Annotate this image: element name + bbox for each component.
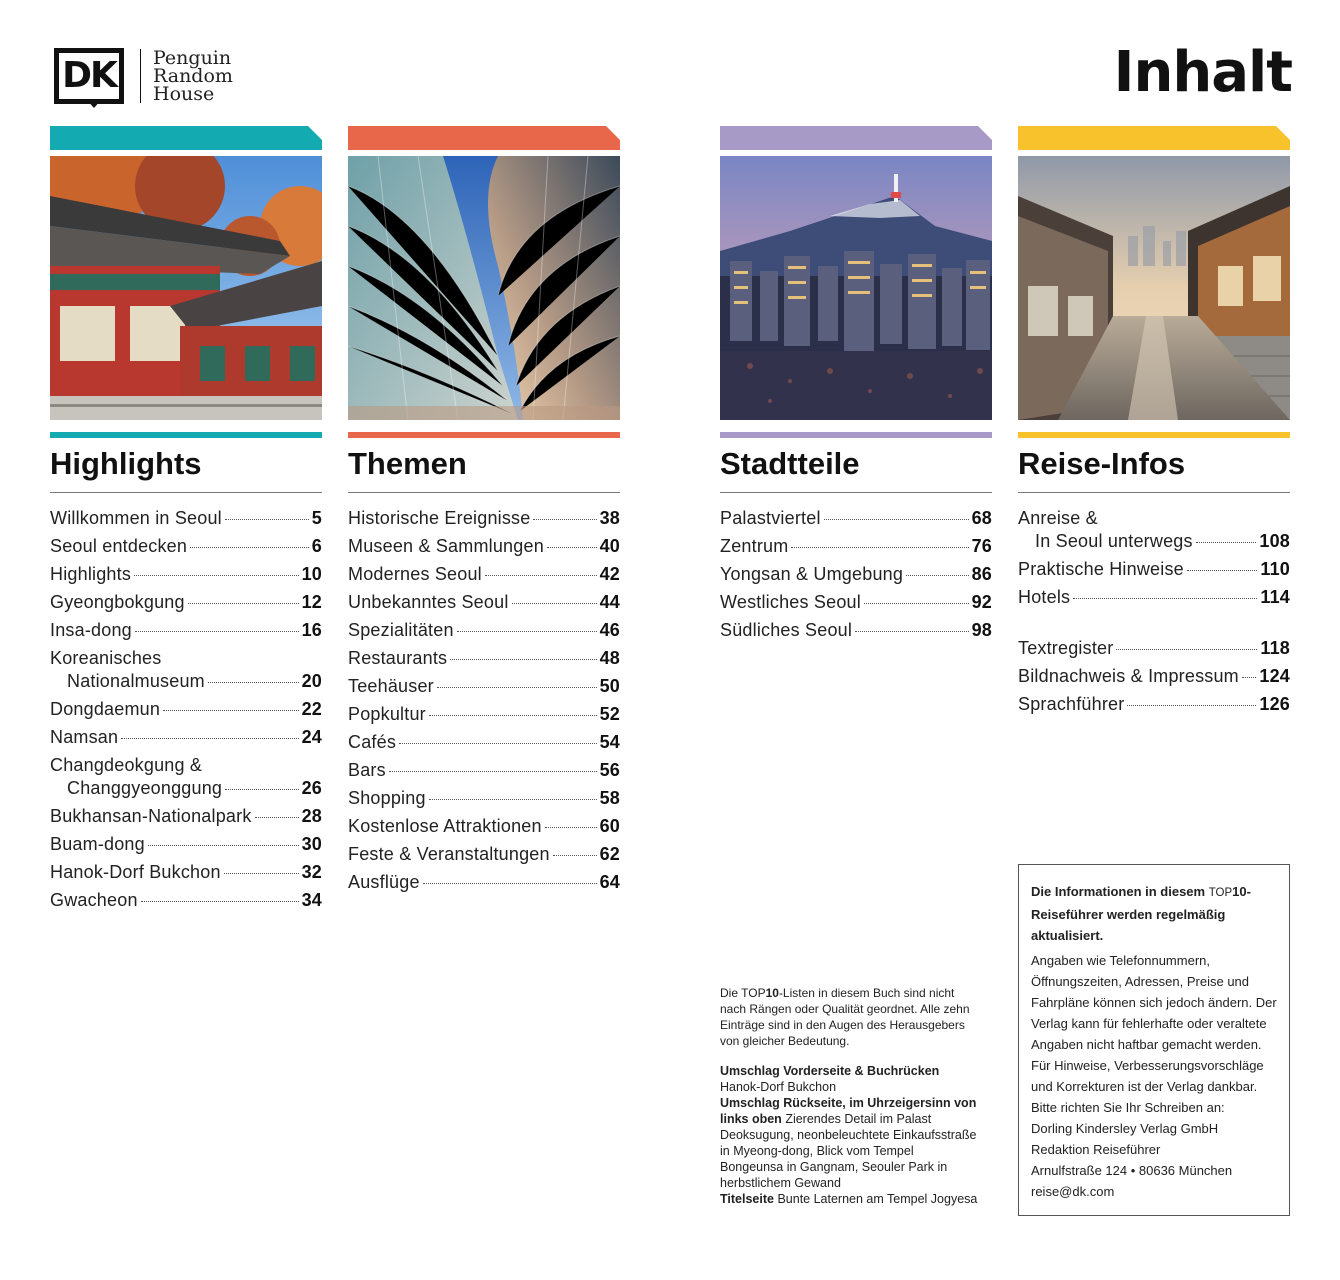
toc-entry-label: Kostenlose Attraktionen <box>348 816 542 836</box>
toc-page-number: 50 <box>599 676 620 696</box>
toc-entry-label: Hanok-Dorf Bukchon <box>50 862 221 882</box>
cover-back-credit <box>720 1095 980 1191</box>
credit-text: Zierendes Detail im Palast Deoksugung, neonbeleuchtete Einkaufsstraße in Myeong-dong, Blick vom Tempel Bongeunsa in Gangnam, Seouler Park in herbstlichem Gewand <box>720 1112 977 1190</box>
toc-entry-label: Hotels <box>1018 587 1071 607</box>
credit-label: Umschlag Rückseite, im Uhrzeigersinn von links oben <box>720 1096 977 1126</box>
toc-entry[interactable] <box>720 563 992 586</box>
section-rule <box>348 492 620 493</box>
section-themen <box>348 126 620 899</box>
toc-entry[interactable] <box>348 759 620 782</box>
toc-list <box>50 507 322 912</box>
photo-hanok <box>1018 156 1290 420</box>
toc-entry-label: Changgyeonggung <box>67 778 223 798</box>
toc-entry-label: Zentrum <box>720 536 789 556</box>
toc-entry-row <box>50 889 322 912</box>
dot-leader <box>824 519 969 520</box>
update-info-box <box>1018 864 1290 1216</box>
toc-page-number: 42 <box>599 564 620 584</box>
toc-entry-row <box>720 535 992 558</box>
toc-page-number: 5 <box>311 508 322 528</box>
toc-entry-row <box>1018 665 1290 688</box>
toc-page-number: 126 <box>1259 694 1290 714</box>
section-bar <box>1018 432 1290 438</box>
logo-divider <box>140 49 141 103</box>
toc-entry[interactable] <box>348 507 620 530</box>
toc-entry-row <box>348 591 620 614</box>
dot-leader <box>429 715 597 716</box>
section-rule <box>50 492 322 493</box>
toc-entry[interactable] <box>50 889 322 912</box>
toc-page-number: 52 <box>599 704 620 724</box>
toc-page-number: 60 <box>599 816 620 836</box>
dot-leader <box>1187 570 1257 571</box>
toc-entry-row <box>348 871 620 894</box>
toc-entry-row <box>348 703 620 726</box>
toc-entry-row <box>50 726 322 749</box>
toc-entry-label: Yongsan & Umgebung <box>720 564 904 584</box>
section-bar <box>720 432 992 438</box>
dot-leader <box>864 603 969 604</box>
section-rule <box>1018 492 1290 493</box>
section-title: Highlights <box>50 446 202 481</box>
toc-entry-row <box>50 861 322 884</box>
toc-page-number: 110 <box>1260 559 1290 579</box>
info-heading-text: Die Informationen in diesem <box>1031 884 1209 899</box>
dot-leader <box>148 845 299 846</box>
toc-entry[interactable] <box>50 805 322 828</box>
section-stadtteile <box>720 126 992 647</box>
toc-entry-label: Bildnachweis & Impressum <box>1018 666 1239 686</box>
section-bar <box>50 432 322 438</box>
dot-leader <box>533 519 596 520</box>
dot-leader <box>389 771 597 772</box>
toc-page-number: 46 <box>599 620 620 640</box>
toc-entry-label: Koreanisches <box>50 648 162 668</box>
toc-page-number: 20 <box>301 671 322 691</box>
toc-page-number: 44 <box>599 592 620 612</box>
toc-entry[interactable] <box>348 871 620 894</box>
credit-label: Umschlag Vorderseite & Buchrücken <box>720 1064 940 1078</box>
curved-metal-building-image <box>348 156 620 420</box>
wordmark-line: House <box>153 83 215 105</box>
dot-leader <box>190 547 309 548</box>
toc-entry-row <box>50 619 322 642</box>
toc-page-number: 62 <box>599 844 620 864</box>
toc-list <box>720 507 992 642</box>
toc-entry-row <box>50 535 322 558</box>
toc-entry-label: In Seoul unterwegs <box>1035 531 1193 551</box>
toc-entry[interactable] <box>50 754 322 800</box>
dot-leader <box>1127 705 1256 706</box>
wordmark-line: Random <box>153 65 233 87</box>
toc-entry-row <box>50 698 322 721</box>
toc-entry-label: Anreise & <box>1018 508 1098 528</box>
toc-entry-label: Textregister <box>1018 638 1114 658</box>
toc-entry-row <box>50 563 322 586</box>
dot-leader <box>225 789 298 790</box>
toc-entry-label: Changdeokgung & <box>50 755 203 775</box>
toc-entry-row <box>348 731 620 754</box>
toc-entry[interactable] <box>1018 637 1290 660</box>
toc-entry-label: Gyeongbokgung <box>50 592 185 612</box>
info-body: Angaben wie Telefonnummern, Öffnungszeiten, Adressen, Preise und Fahrpläne können sich jedoch ändern. Der Verlag kann für fehlerhafte oder veraltete Angaben nicht haftbar gemacht werden. Für Hinweise, Verbesserungsvorschläge und Korrekturen ist der Verlag dankbar. Bitte richten Sie Ihr Schreiben an: <box>1031 953 1277 1115</box>
photo-building <box>348 156 620 420</box>
info-address-line: Dorling Kindersley Verlag GmbH <box>1031 1121 1219 1136</box>
wordmark-line: Penguin <box>153 47 232 69</box>
toc-entry-label: Westliches Seoul <box>720 592 861 612</box>
toc-page-number: 12 <box>301 592 322 612</box>
dot-leader <box>121 738 298 739</box>
dot-leader <box>906 575 969 576</box>
dot-leader <box>457 631 597 632</box>
toc-entry-row <box>348 843 620 866</box>
toc-entry[interactable] <box>348 703 620 726</box>
toc-entry[interactable] <box>50 698 322 721</box>
toc-page-number: 32 <box>301 862 322 882</box>
toc-entry-label: Ausflüge <box>348 872 420 892</box>
toc-entry-label: Cafés <box>348 732 397 752</box>
section-title: Reise-Infos <box>1018 446 1186 481</box>
page-title: Inhalt <box>1113 40 1292 105</box>
toc-page-number: 26 <box>301 778 322 798</box>
toc-entry-row <box>1018 637 1290 660</box>
toc-entry[interactable] <box>50 535 322 558</box>
toc-page-number: 114 <box>1260 587 1290 607</box>
dk-logo-text: DK <box>62 55 116 96</box>
section-bar <box>348 432 620 438</box>
penguin-random-house-wordmark <box>153 49 233 103</box>
toc-entry[interactable] <box>50 591 322 614</box>
toc-page-number: 92 <box>971 592 992 612</box>
toc-page-number: 118 <box>1260 638 1290 658</box>
dot-leader <box>1116 649 1257 650</box>
dot-leader <box>255 817 299 818</box>
toc-page-number: 58 <box>599 788 620 808</box>
section-title: Stadtteile <box>720 446 860 481</box>
toc-entry[interactable] <box>50 563 322 586</box>
toc-entry-label: Feste & Veranstaltungen <box>348 844 550 864</box>
credit-text: Hanok-Dorf Bukchon <box>720 1080 837 1094</box>
toc-entry[interactable] <box>720 619 992 642</box>
toc-entry-row <box>1018 586 1290 609</box>
section-title: Themen <box>348 446 467 481</box>
toc-entry-row <box>348 759 620 782</box>
dot-leader <box>553 855 597 856</box>
toc-page-number: 124 <box>1259 666 1290 686</box>
dot-leader <box>399 743 597 744</box>
section-reise-infos <box>1018 126 1290 721</box>
toc-entry[interactable] <box>348 787 620 810</box>
toc-entry-row <box>348 675 620 698</box>
dot-leader <box>485 575 597 576</box>
toc-entry[interactable] <box>348 647 620 670</box>
dot-leader <box>547 547 597 548</box>
dot-leader <box>141 901 299 902</box>
info-heading-top: TOP <box>1208 887 1233 899</box>
credit-text: Bunte Laternen am Tempel Jogyesa <box>777 1192 978 1206</box>
toc-entry-label: Popkultur <box>348 704 426 724</box>
dot-leader <box>1196 542 1257 543</box>
toc-entry-label: Praktische Hinweise <box>1018 559 1184 579</box>
toc-entry-row <box>348 535 620 558</box>
toc-entry-row <box>720 619 992 642</box>
toc-page-number: 86 <box>971 564 992 584</box>
toc-entry-row <box>1018 530 1290 553</box>
info-address-line: Redaktion Reiseführer <box>1031 1142 1161 1157</box>
toc-page-number: 24 <box>301 727 322 747</box>
toc-entry-label: Restaurants <box>348 648 448 668</box>
toc-entry-label: Bars <box>348 760 386 780</box>
toc-entry-row <box>1018 693 1290 716</box>
section-rule <box>720 492 992 493</box>
toc-entry-row <box>348 507 620 530</box>
info-heading <box>1031 881 1277 946</box>
toc-entry-row <box>50 507 322 530</box>
hanok-alley-image <box>1018 156 1290 420</box>
toc-entry-label: Modernes Seoul <box>348 564 482 584</box>
toc-entry-label: Südliches Seoul <box>720 620 853 640</box>
toc-entry-label: Bukhansan-Nationalpark <box>50 806 252 826</box>
dot-leader <box>429 799 597 800</box>
toc-entry[interactable] <box>50 619 322 642</box>
toc-entry-label: Willkommen in Seoul <box>50 508 222 528</box>
photo-palace <box>50 156 322 420</box>
toc-page-number: 56 <box>599 760 620 780</box>
dk-logo-icon <box>54 48 124 104</box>
toc-entry-label: Seoul entdecken <box>50 536 188 556</box>
dot-leader <box>1242 677 1256 678</box>
section-tab <box>50 126 322 150</box>
section-tab <box>348 126 620 150</box>
toc-entry[interactable] <box>1018 558 1290 581</box>
palace-roof-autumn-image <box>50 156 322 420</box>
toc-entry[interactable] <box>50 861 322 884</box>
toc-entry[interactable] <box>1018 693 1290 716</box>
toc-entry-label: Dongdaemun <box>50 699 161 719</box>
toc-entry[interactable] <box>348 731 620 754</box>
toc-entry-row <box>50 670 322 693</box>
toc-list <box>1018 507 1290 716</box>
toc-page-number: 64 <box>599 872 620 892</box>
toc-entry-label: Teehäuser <box>348 676 434 696</box>
toc-entry-label: Gwacheon <box>50 890 138 910</box>
disclaimer-text: -Listen in diesem Buch sind nicht nach Rängen oder Qualität geordnet. Alle zehn Einträge sind in den Augen des Herausgebers von gleicher Bedeutung. <box>720 986 970 1048</box>
dot-leader <box>188 603 299 604</box>
toc-entry-label: Insa-dong <box>50 620 132 640</box>
toc-entry-label: Museen & Sammlungen <box>348 536 544 556</box>
toc-page-number: 22 <box>301 699 322 719</box>
toc-entry[interactable] <box>348 675 620 698</box>
dot-leader <box>855 631 968 632</box>
dot-leader <box>163 710 298 711</box>
toc-entry-label: Sprachführer <box>1018 694 1125 714</box>
disclaimer-text: Die TOP <box>720 986 766 1000</box>
cover-notes <box>720 985 980 1207</box>
toc-entry[interactable] <box>348 591 620 614</box>
toc-entry[interactable] <box>348 815 620 838</box>
toc-entry-row <box>348 619 620 642</box>
cover-front-credit <box>720 1063 980 1095</box>
toc-entry-row <box>1018 558 1290 581</box>
dot-leader <box>208 682 299 683</box>
toc-page-number: 38 <box>599 508 620 528</box>
toc-page-number: 98 <box>971 620 992 640</box>
toc-page-number: 68 <box>971 508 992 528</box>
toc-entry-row <box>50 805 322 828</box>
toc-entry[interactable] <box>50 726 322 749</box>
toc-page-number: 16 <box>301 620 322 640</box>
dot-leader <box>134 575 299 576</box>
info-address-line: Arnulfstraße 124 • 80636 München <box>1031 1163 1233 1178</box>
toc-page-number: 34 <box>301 890 322 910</box>
title-page-credit <box>720 1191 980 1207</box>
toc-entry[interactable] <box>720 507 992 530</box>
toc-entry[interactable] <box>348 843 620 866</box>
toc-entry-row <box>50 591 322 614</box>
toc-entry-label: Shopping <box>348 788 426 808</box>
toc-page-number: 76 <box>971 536 992 556</box>
toc-entry[interactable] <box>1018 586 1290 609</box>
toc-entry-label: Nationalmuseum <box>67 671 205 691</box>
section-highlights <box>50 126 322 917</box>
publisher-logo <box>54 46 233 106</box>
credit-label: Titelseite <box>720 1192 774 1206</box>
toc-entry-label: Unbekanntes Seoul <box>348 592 509 612</box>
dot-leader <box>1073 598 1257 599</box>
dot-leader <box>545 827 597 828</box>
toc-entry[interactable] <box>50 507 322 530</box>
info-email[interactable]: reise@dk.com <box>1031 1184 1115 1199</box>
toc-entry[interactable] <box>50 833 322 856</box>
toc-page-number: 28 <box>301 806 322 826</box>
toc-entry-row <box>348 647 620 670</box>
dot-leader <box>791 547 968 548</box>
toc-list <box>348 507 620 894</box>
toc-entry-row <box>348 787 620 810</box>
toc-entry-label: Buam-dong <box>50 834 145 854</box>
dot-leader <box>224 873 299 874</box>
toc-entry[interactable] <box>720 535 992 558</box>
toc-entry-label: Palastviertel <box>720 508 821 528</box>
toc-page-number: 108 <box>1259 531 1290 551</box>
info-heading-number: 10 <box>1232 884 1247 899</box>
section-tab <box>720 126 992 150</box>
dot-leader <box>437 687 597 688</box>
toc-page-number: 40 <box>599 536 620 556</box>
toc-page-number: 10 <box>301 564 322 584</box>
toc-page-number: 48 <box>599 648 620 668</box>
toc-entry[interactable] <box>50 647 322 693</box>
toc-entry-label: Namsan <box>50 727 119 747</box>
toc-entry[interactable] <box>1018 665 1290 688</box>
dot-leader <box>450 659 596 660</box>
toc-entry-row <box>50 777 322 800</box>
section-tab <box>1018 126 1290 150</box>
toc-entry-row <box>348 563 620 586</box>
toc-page-number: 30 <box>301 834 322 854</box>
dot-leader <box>512 603 597 604</box>
toc-page-number: 6 <box>311 536 322 556</box>
toc-entry[interactable] <box>1018 507 1290 553</box>
toc-entry-label: Highlights <box>50 564 132 584</box>
toc-entry[interactable] <box>348 535 620 558</box>
toc-entry-row <box>720 563 992 586</box>
toc-entry-label: Spezialitäten <box>348 620 454 640</box>
dot-leader <box>423 883 597 884</box>
dot-leader <box>225 519 309 520</box>
city-skyline-tower-image <box>720 156 992 420</box>
top10-disclaimer <box>720 985 980 1049</box>
toc-entry-label: Historische Ereignisse <box>348 508 531 528</box>
info-heading-text: -Reiseführer werden regelmäßig aktualisiert. <box>1031 884 1251 943</box>
disclaimer-number: 10 <box>765 986 779 1000</box>
toc-entry-row <box>720 507 992 530</box>
dot-leader <box>135 631 299 632</box>
toc-entry-row <box>50 833 322 856</box>
toc-entry[interactable] <box>348 619 620 642</box>
photo-skyline <box>720 156 992 420</box>
toc-entry-row <box>720 591 992 614</box>
toc-entry[interactable] <box>348 563 620 586</box>
toc-entry-row <box>348 815 620 838</box>
toc-page-number: 54 <box>599 732 620 752</box>
toc-entry[interactable] <box>720 591 992 614</box>
